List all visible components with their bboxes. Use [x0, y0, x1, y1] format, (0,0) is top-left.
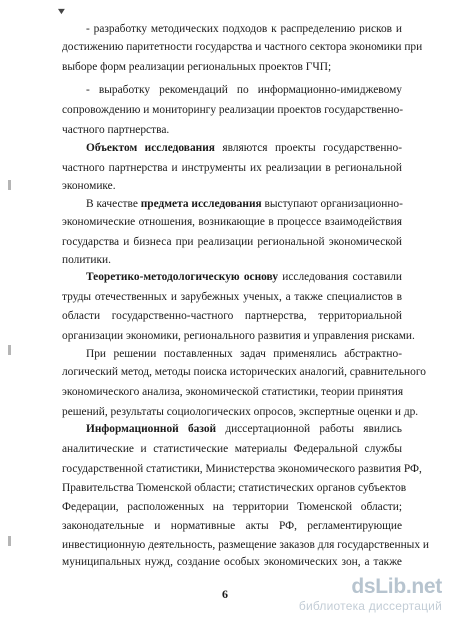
text-line: частного партнерства и инструменты их реализации в региональной	[62, 162, 402, 174]
text-line	[86, 141, 402, 155]
text-line: - разработку методических подходов к распределению рисков и	[86, 23, 402, 35]
bold-term: Теоретико-методологическую основу	[86, 271, 279, 283]
page-number: 6	[222, 587, 228, 601]
text-line: частного партнерства.	[62, 124, 170, 136]
text-line: муниципальных нужд, создание особых экономических зон, а также	[62, 556, 402, 568]
text-line: выборе форм реализации региональных проектов ГЧП;	[62, 61, 332, 73]
text-line: сопровождению и мониторингу реализации проектов государственно-	[62, 104, 404, 116]
scan-mark: ▼	[55, 6, 68, 16]
line-text: являются проекты государственно-	[214, 142, 402, 154]
text-line: законодательные и нормативные акты РФ, регламентирующие	[62, 520, 402, 532]
text-line: экономике.	[62, 180, 116, 192]
text-line: труды отечественных и зарубежных ученых, а также специалистов в	[62, 291, 402, 303]
text-line: логический метод, методы поиска исторических аналогий, сравнительного	[62, 366, 426, 378]
line-text: В качестве	[86, 198, 141, 210]
text-line: - выработку рекомендаций по информационно-имиджевому	[86, 84, 402, 96]
text-line: При решении поставленных задач применялись абстрактно-	[86, 348, 402, 360]
text-line: аналитические и статистические материалы Федеральной службы	[62, 443, 402, 455]
text-line: экономического анализа, экономической статистики, теории принятия	[62, 386, 404, 398]
text-line: решений, результаты социологических опросов, экспертные оценки и др.	[62, 406, 419, 418]
watermark-tagline: библиотека диссертаций	[298, 599, 442, 613]
text-line: достижению паритетности государства и частного сектора экономики при	[62, 41, 423, 53]
line-text: диссертационной работы явились	[216, 423, 402, 435]
scan-edge-mark	[8, 345, 11, 355]
bold-term: Информационной базой	[86, 423, 217, 435]
text-line: государства и бизнеса при реализации региональной экономической	[62, 236, 402, 248]
text-line: области государственно-частного партнерства, территориальной	[62, 310, 402, 322]
line-text: выступают организационно-	[261, 198, 403, 210]
scan-edge-mark	[8, 536, 11, 546]
text-line: организации экономики, регионального развития и управления рисками.	[62, 330, 415, 342]
watermark	[242, 575, 442, 615]
scan-edge-mark	[8, 180, 11, 190]
text-line: экономические отношения, возникающие в процессе взаимодействия	[62, 216, 402, 228]
text-line: инвестиционную деятельность, размещение заказов для государственных и	[62, 539, 429, 551]
line-text: исследования составили	[278, 271, 403, 283]
text-line: политики.	[62, 254, 111, 266]
watermark-logo: dsLib.net	[351, 575, 442, 598]
bold-term: предмета исследования	[140, 198, 262, 210]
text-line: государственной статистики, Министерства экономического развития РФ,	[62, 463, 422, 475]
text-line: Федерации, расположенных на территории Тюменской области;	[62, 501, 402, 513]
text-line	[86, 197, 402, 211]
text-line	[86, 270, 402, 284]
bold-term: Объектом исследования	[86, 142, 215, 154]
text-line: Правительства Тюменской области; статистических органов субъектов	[62, 482, 407, 494]
text-line	[86, 422, 402, 436]
